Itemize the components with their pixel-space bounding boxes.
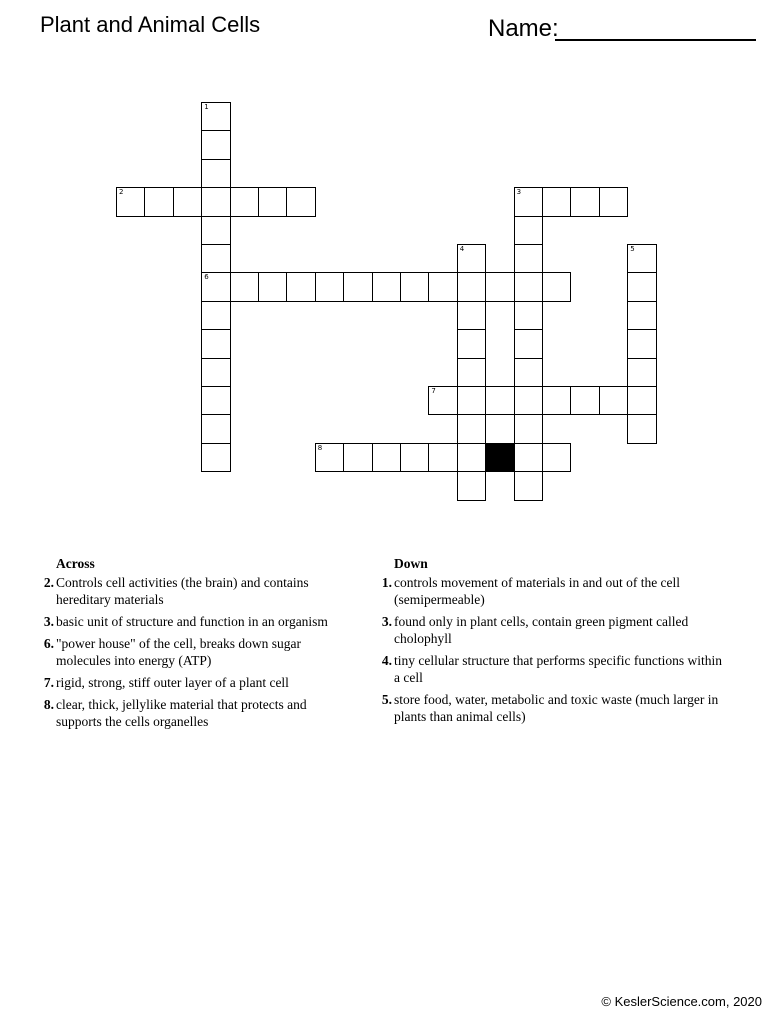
across-clues	[38, 555, 348, 735]
crossword-square[interactable]	[514, 272, 543, 301]
crossword-square[interactable]	[116, 187, 145, 216]
clue-number-label: 7	[431, 387, 436, 395]
crossword-square[interactable]	[457, 471, 486, 500]
crossword-square[interactable]	[514, 187, 543, 216]
crossword-square[interactable]	[372, 272, 401, 301]
crossword-square[interactable]	[315, 272, 344, 301]
clue-text: tiny cellular structure that performs specific functions within a cell	[394, 653, 723, 685]
crossword-square[interactable]	[514, 244, 543, 273]
crossword-square[interactable]	[514, 414, 543, 443]
crossword-square[interactable]	[372, 443, 401, 472]
clue-text: found only in plant cells, contain green pigment called cholophyll	[394, 614, 689, 646]
crossword-square[interactable]	[201, 272, 230, 301]
crossword-square[interactable]	[599, 386, 628, 415]
down-clue-4	[376, 652, 726, 686]
crossword-square[interactable]	[627, 358, 656, 387]
across-heading: Across	[56, 556, 95, 571]
crossword-square[interactable]	[542, 443, 571, 472]
clue-text: rigid, strong, stiff outer layer of a plant cell	[56, 675, 289, 690]
crossword-square[interactable]	[201, 187, 230, 216]
crossword-square[interactable]	[201, 216, 230, 245]
crossword-square[interactable]	[457, 443, 486, 472]
clue-number: 3.	[381, 614, 392, 629]
clue-number: 3.	[43, 614, 54, 629]
down-clue-5	[376, 691, 726, 725]
clue-number: 8.	[43, 697, 54, 712]
clue-number: 4.	[381, 653, 392, 668]
crossword-square[interactable]	[315, 443, 344, 472]
crossword-square[interactable]	[457, 358, 486, 387]
crossword-square[interactable]	[201, 301, 230, 330]
down-clue-3	[376, 613, 726, 647]
clue-text: "power house" of the cell, breaks down sugar molecules into energy (ATP)	[56, 636, 301, 668]
crossword-square[interactable]	[514, 471, 543, 500]
page-title: Plant and Animal Cells	[40, 12, 261, 37]
crossword-square[interactable]	[201, 329, 230, 358]
clue-text: controls movement of materials in and out of the cell (semipermeable)	[394, 575, 681, 607]
clue-number-label: 3	[516, 188, 522, 197]
crossword-square[interactable]	[201, 386, 230, 415]
across-clue-6	[38, 635, 348, 669]
crossword-square[interactable]	[627, 386, 656, 415]
crossword-square[interactable]	[201, 244, 230, 273]
crossword-square[interactable]	[514, 329, 543, 358]
clue-number: 5.	[381, 692, 392, 707]
crossword-square[interactable]	[286, 187, 315, 216]
crossword-square[interactable]	[201, 358, 230, 387]
crossword-square[interactable]	[627, 244, 656, 273]
crossword-square[interactable]	[514, 443, 543, 472]
crossword-square[interactable]	[627, 329, 656, 358]
crossword-square[interactable]	[201, 159, 230, 188]
crossword-square[interactable]	[428, 272, 457, 301]
copyright-notice: © KeslerScience.com, 2020	[601, 994, 762, 1009]
crossword-square[interactable]	[457, 272, 486, 301]
down-heading: Down	[394, 556, 428, 571]
crossword-square[interactable]	[570, 386, 599, 415]
crossword-square[interactable]	[428, 443, 457, 472]
crossword-square[interactable]	[258, 187, 287, 216]
blocked-square	[485, 443, 514, 472]
clue-number: 2.	[43, 575, 54, 590]
crossword-square[interactable]	[457, 329, 486, 358]
crossword-square[interactable]	[201, 414, 230, 443]
crossword-square[interactable]	[514, 216, 543, 245]
crossword-square[interactable]	[570, 187, 599, 216]
crossword-square[interactable]	[627, 301, 656, 330]
crossword-square[interactable]	[230, 272, 259, 301]
crossword-square[interactable]	[457, 301, 486, 330]
across-clue-7	[38, 674, 348, 691]
crossword-square[interactable]	[514, 301, 543, 330]
crossword-square[interactable]	[627, 414, 656, 443]
crossword-square[interactable]	[542, 386, 571, 415]
crossword-square[interactable]	[201, 130, 230, 159]
clue-text: store food, water, metabolic and toxic waste (much larger in plants than animal cells)	[394, 692, 719, 724]
clue-text: basic unit of structure and function in an organism	[56, 614, 328, 629]
across-clue-8	[38, 696, 348, 730]
crossword-square[interactable]	[201, 102, 230, 131]
clue-text: Controls cell activities (the brain) and contains hereditary materials	[56, 575, 309, 607]
crossword-square[interactable]	[457, 386, 486, 415]
clue-number: 6.	[43, 636, 54, 651]
down-clue-1	[376, 574, 726, 608]
crossword-square[interactable]	[201, 443, 230, 472]
clue-text: clear, thick, jellylike material that protects and supports the cells organelles	[56, 697, 307, 729]
crossword-square[interactable]	[173, 187, 202, 216]
crossword-square[interactable]	[485, 386, 514, 415]
crossword-square[interactable]	[514, 386, 543, 415]
crossword-square[interactable]	[144, 187, 173, 216]
crossword-square[interactable]	[457, 414, 486, 443]
clue-number-label: 1	[204, 103, 209, 111]
crossword-square[interactable]	[428, 386, 457, 415]
crossword-square[interactable]	[400, 272, 429, 301]
clue-number-label: 6	[204, 273, 209, 282]
clue-number-label: 5	[630, 245, 635, 253]
crossword-square[interactable]	[485, 272, 514, 301]
clue-number-label: 4	[459, 245, 465, 253]
clue-number: 7.	[43, 675, 54, 690]
crossword-square[interactable]	[542, 272, 571, 301]
clue-number-label: 2	[119, 188, 124, 197]
across-clue-3	[38, 613, 348, 630]
crossword-square[interactable]	[400, 443, 429, 472]
clue-number-label: 8	[317, 443, 323, 452]
crossword-square[interactable]	[258, 272, 287, 301]
down-clues	[376, 555, 726, 730]
crossword-square[interactable]	[599, 187, 628, 216]
crossword-square[interactable]	[230, 187, 259, 216]
across-clue-2	[38, 574, 348, 608]
crossword-square[interactable]	[457, 244, 486, 273]
crossword-square[interactable]	[627, 272, 656, 301]
crossword-square[interactable]	[343, 443, 372, 472]
crossword-square[interactable]	[286, 272, 315, 301]
crossword-square[interactable]	[343, 272, 372, 301]
name-label: Name:	[488, 15, 559, 42]
crossword-square[interactable]	[542, 187, 571, 216]
clue-number: 1.	[381, 575, 392, 590]
crossword-square[interactable]	[514, 358, 543, 387]
